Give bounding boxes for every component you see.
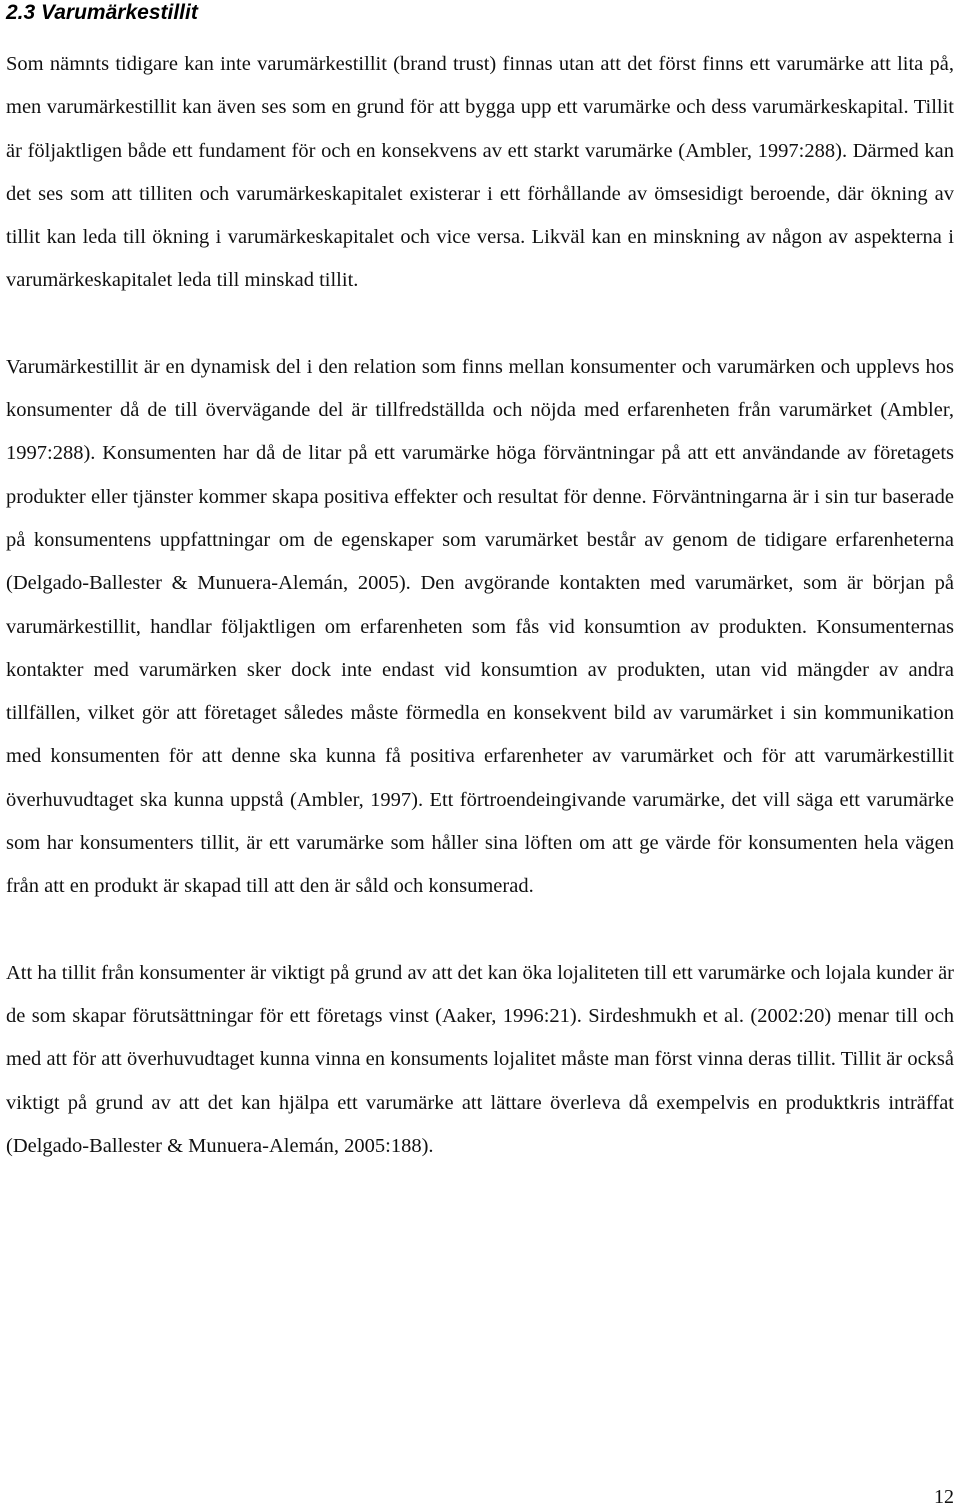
paragraph-brand-trust-dynamics: Varumärkestillit är en dynamisk del i den relation som finns mellan konsumenter och varumärken och upplevs hos konsumenter då de till övervägande del är tillfredställda och nöjda med erfarenheten från varumärket (Ambler, 1997:288). Konsumenten har då de litar på ett varumärke höga förväntningar på att ett användande av företagets produkter eller tjänster kommer skapa positiva effekter och resultat för denne. Förväntningarna är i sin tur baserade på konsumentens uppfattningar om de egenskaper som varumärket består av genom de tidigare erfarenheterna (Delgado-Ballester & Munuera-Alemán, 2005). Den avgörande kontakten med varumärket, som är början på varumärkestillit, handlar följaktligen om erfarenheten som fås vid konsumtion av produkten. Konsumenternas kontakter med varumärken sker dock inte endast vid konsumtion av produkten, utan vid mängder av andra tillfällen, vilket gör att företaget således måste förmedla en konsekvent bild av varumärket i sin kommunikation med konsumenten för att denne ska kunna få positiva erfarenheter av varumärket och för att varumärkestillit överhuvudtaget ska kunna uppstå (Ambler, 1997). Ett förtroendeingivande varumärke, det vill säga ett varumärke som har konsumenters tillit, är ett varumärke som håller sina löften om att ge värde för konsumenten hela vägen från att en produkt är skapad till att den är såld och konsumerad. (6, 355, 954, 898)
page-number: 12 (934, 1486, 954, 1508)
section-heading: 2.3 Varumärkestillit (6, 1, 198, 24)
paragraph-brand-trust-intro: Som nämnts tidigare kan inte varumärkestillit (brand trust) finnas utan att det först finns ett varumärke att lita på, men varumärkestillit kan även ses som en grund för att bygga upp ett varumärke och dess varumärkeskapital. Tillit är följaktligen både ett fundament för och en konsekvens av ett starkt varumärke (Ambler, 1997:288). Därmed kan det ses som att tilliten och varumärkeskapitalet existerar i ett förhållande av ömsesidigt beroende, där ökning av tillit kan leda till ökning i varumärkeskapitalet och vice versa. Likväl kan en minskning av någon av aspekterna i varumärkeskapitalet leda till minskad tillit. (6, 53, 954, 292)
paragraph-trust-loyalty: Att ha tillit från konsumenter är viktigt på grund av att det kan öka lojaliteten till ett varumärke och lojala kunder är de som skapar förutsättningar för ett företags vinst (Aaker, 1996:21). Sirdeshmukh et al. (2002:20) menar till och med att för att överhuvudtaget kunna vinna en konsuments lojalitet måste man först vinna deras tillit. Tillit är också viktigt på grund av att det kan hjälpa ett varumärke att lättare överleva då exempelvis en produktkris inträffat (Delgado-Ballester & Munuera-Alemán, 2005:188). (6, 961, 954, 1157)
